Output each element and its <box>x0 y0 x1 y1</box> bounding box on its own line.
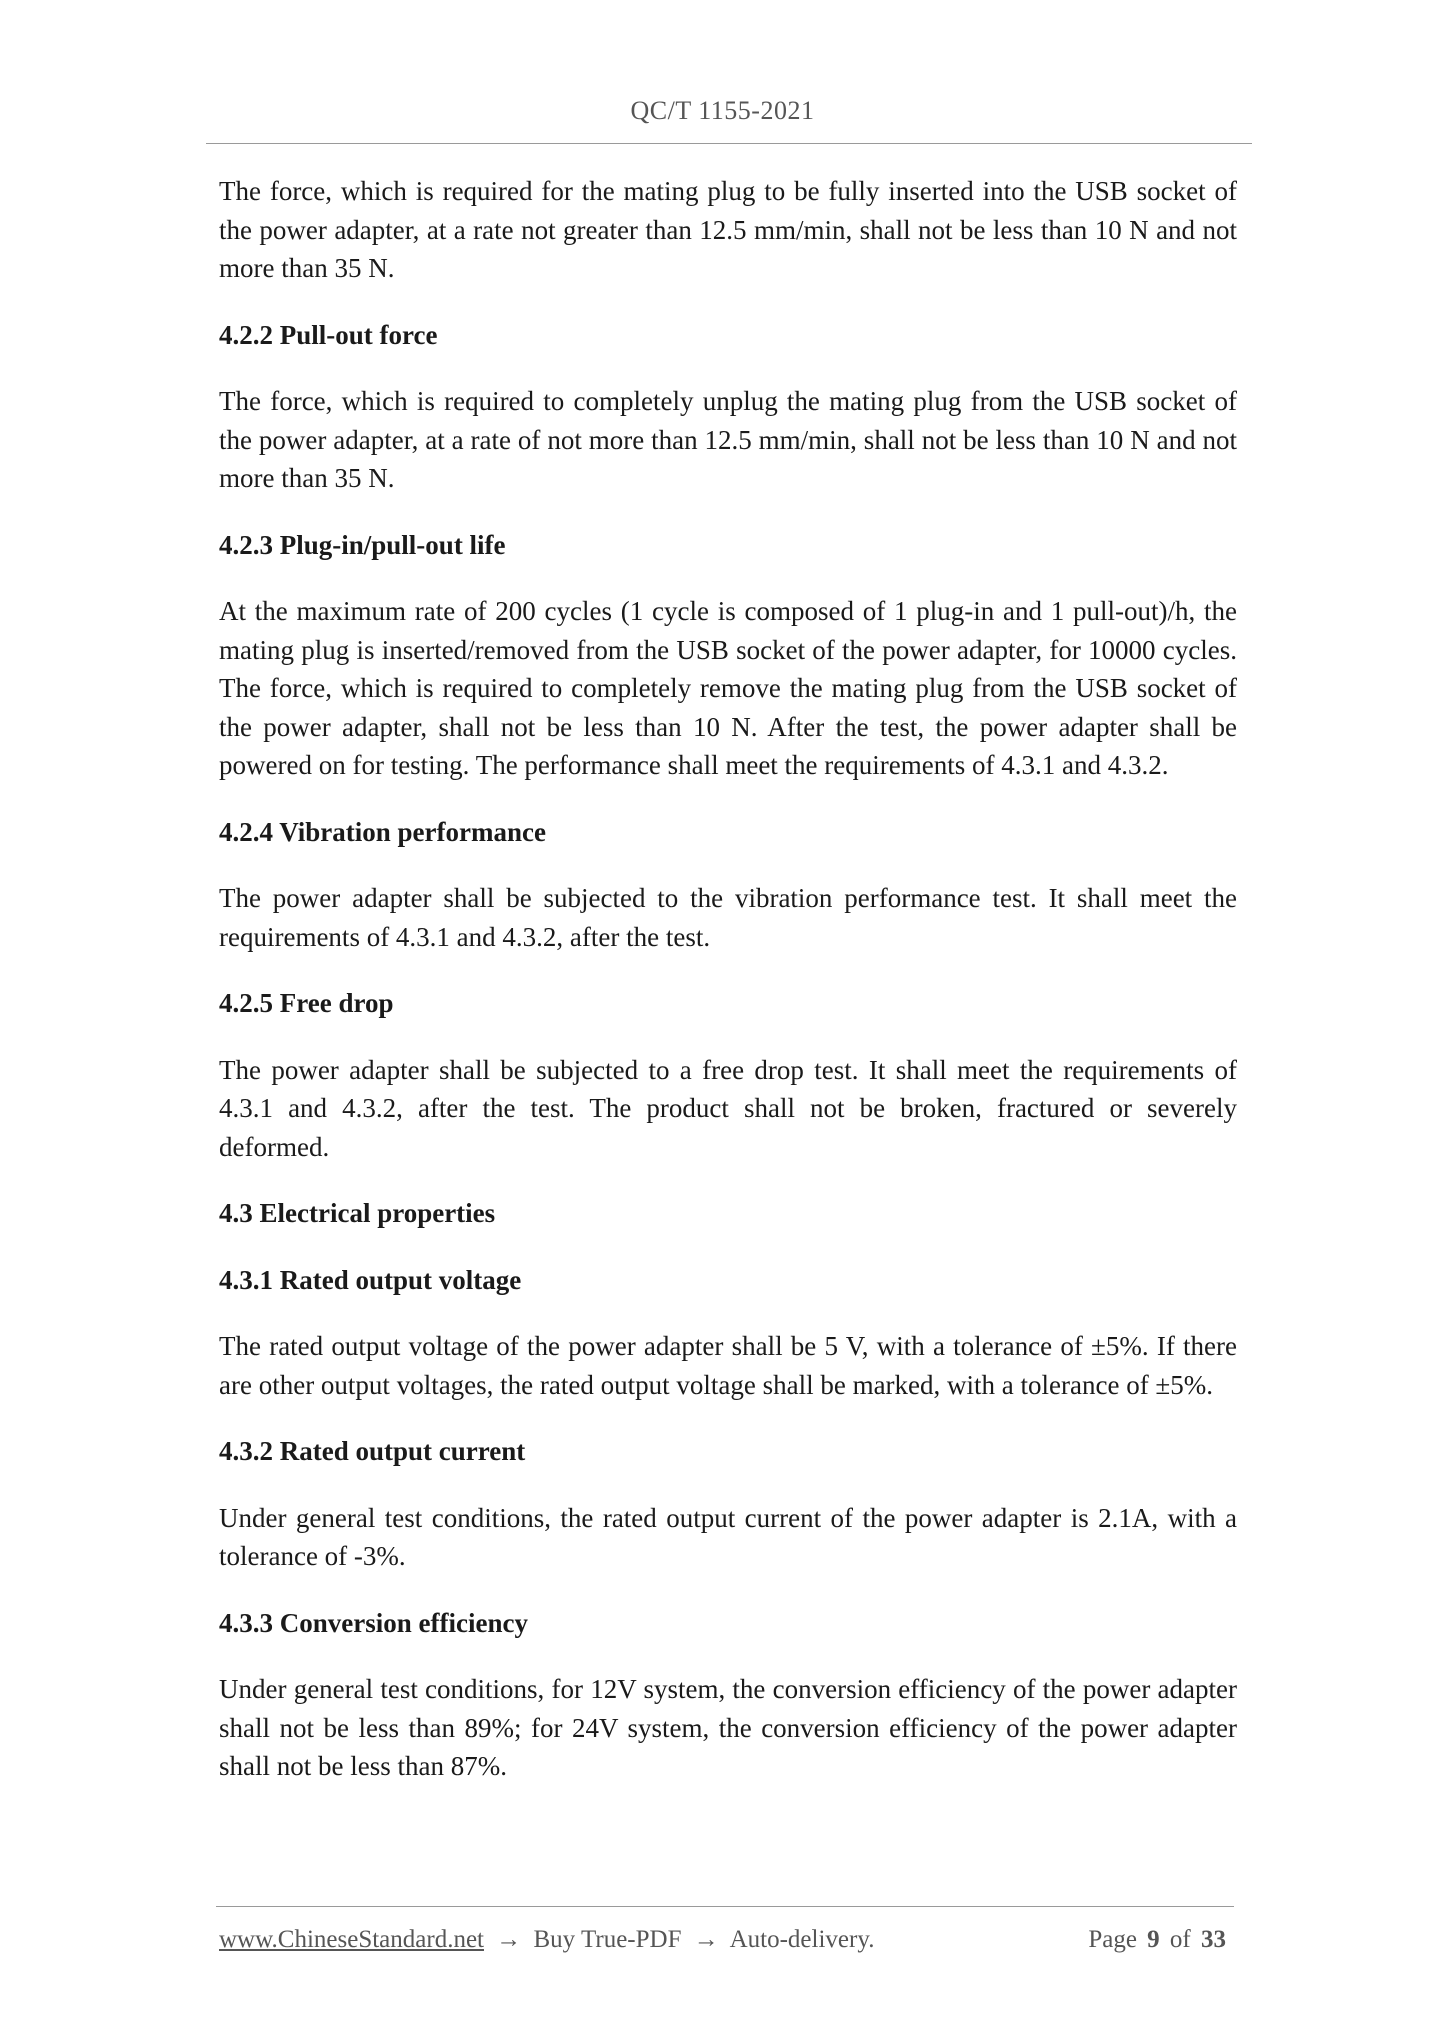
heading-4-2-2: 4.2.2 Pull-out force <box>219 319 438 350</box>
heading-4-2-5: 4.2.5 Free drop <box>219 988 394 1018</box>
paragraph-insertion-force: The force, which is required for the mating plug to be fully inserted into the USB socket of the power adapter, at a rate not greater than 12.5 mm/min, shall not be less than 10 N and not more than 35 N. <box>219 176 1237 283</box>
page-label: Page <box>1088 1926 1137 1953</box>
footer-promo <box>219 1924 874 1956</box>
paragraph-rated-current: Under general test conditions, the rated output current of the power adapter is 2.1A, with a tolerance of -3%. <box>219 1502 1237 1571</box>
arrow-right-icon: → <box>693 1926 719 1953</box>
auto-delivery-text: Auto-delivery. <box>729 1926 875 1953</box>
heading-4-2-4: 4.2.4 Vibration performance <box>219 816 546 847</box>
page-indicator <box>1088 1924 1230 1956</box>
heading-4-3-1: 4.3.1 Rated output voltage <box>219 1264 522 1295</box>
paragraph-plug-life: At the maximum rate of 200 cycles (1 cycle is composed of 1 plug-in and 1 pull-out)/h, the mating plug is inserted/removed from the USB socket of the power adapter, for 10000 cycles. The force, which is required to completely remove the mating plug from the USB socket of the power adapter, shall not be less than 10 N. After the test, the power adapter shall be powered on for testing. The performance shall meet the requirements of 4.3.1 and 4.3.2. <box>219 596 1237 780</box>
site-link[interactable]: www.ChineseStandard.net <box>219 1926 484 1953</box>
heading-4-2-3: 4.2.3 Plug-in/pull-out life <box>219 529 506 560</box>
paragraph-free-drop: The power adapter shall be subjected to a free drop test. It shall meet the requirements of 4.3.1 and 4.3.2, after the test. The product shall not be broken, fractured or severely deformed. <box>219 1054 1237 1162</box>
header-divider <box>206 143 1252 144</box>
footer-divider <box>216 1906 1234 1907</box>
document-body <box>219 172 1237 1814</box>
heading-4-3-3: 4.3.3 Conversion efficiency <box>219 1607 528 1638</box>
total-pages-number: 33 <box>1201 1926 1226 1953</box>
heading-4-3: 4.3 Electrical properties <box>219 1198 496 1228</box>
current-page-number: 9 <box>1147 1926 1160 1953</box>
paragraph-vibration: The power adapter shall be subjected to the vibration performance test. It shall meet the requirements of 4.3.1 and 4.3.2, after the test. <box>219 883 1237 952</box>
paragraph-rated-voltage: The rated output voltage of the power adapter shall be 5 V, with a tolerance of ±5%. If there are other output voltages, the rated output voltage shall be marked, with a tolerance of ±5%. <box>219 1331 1237 1400</box>
of-label: of <box>1169 1926 1191 1953</box>
paragraph-pull-out-force: The force, which is required to completely unplug the mating plug from the USB socket of the power adapter, at a rate of not more than 12.5 mm/min, shall not be less than 10 N and not more than 35 N. <box>219 386 1237 493</box>
document-id-header: QC/T 1155-2021 <box>630 96 815 125</box>
buy-pdf-text: Buy True-PDF <box>533 1926 682 1953</box>
arrow-right-icon: → <box>496 1926 522 1953</box>
paragraph-conversion-efficiency: Under general test conditions, for 12V system, the conversion efficiency of the power adapter shall not be less than 89%; for 24V system, the conversion efficiency of the power adapter shall not be less than 87%. <box>219 1674 1237 1781</box>
heading-4-3-2: 4.3.2 Rated output current <box>219 1436 526 1466</box>
